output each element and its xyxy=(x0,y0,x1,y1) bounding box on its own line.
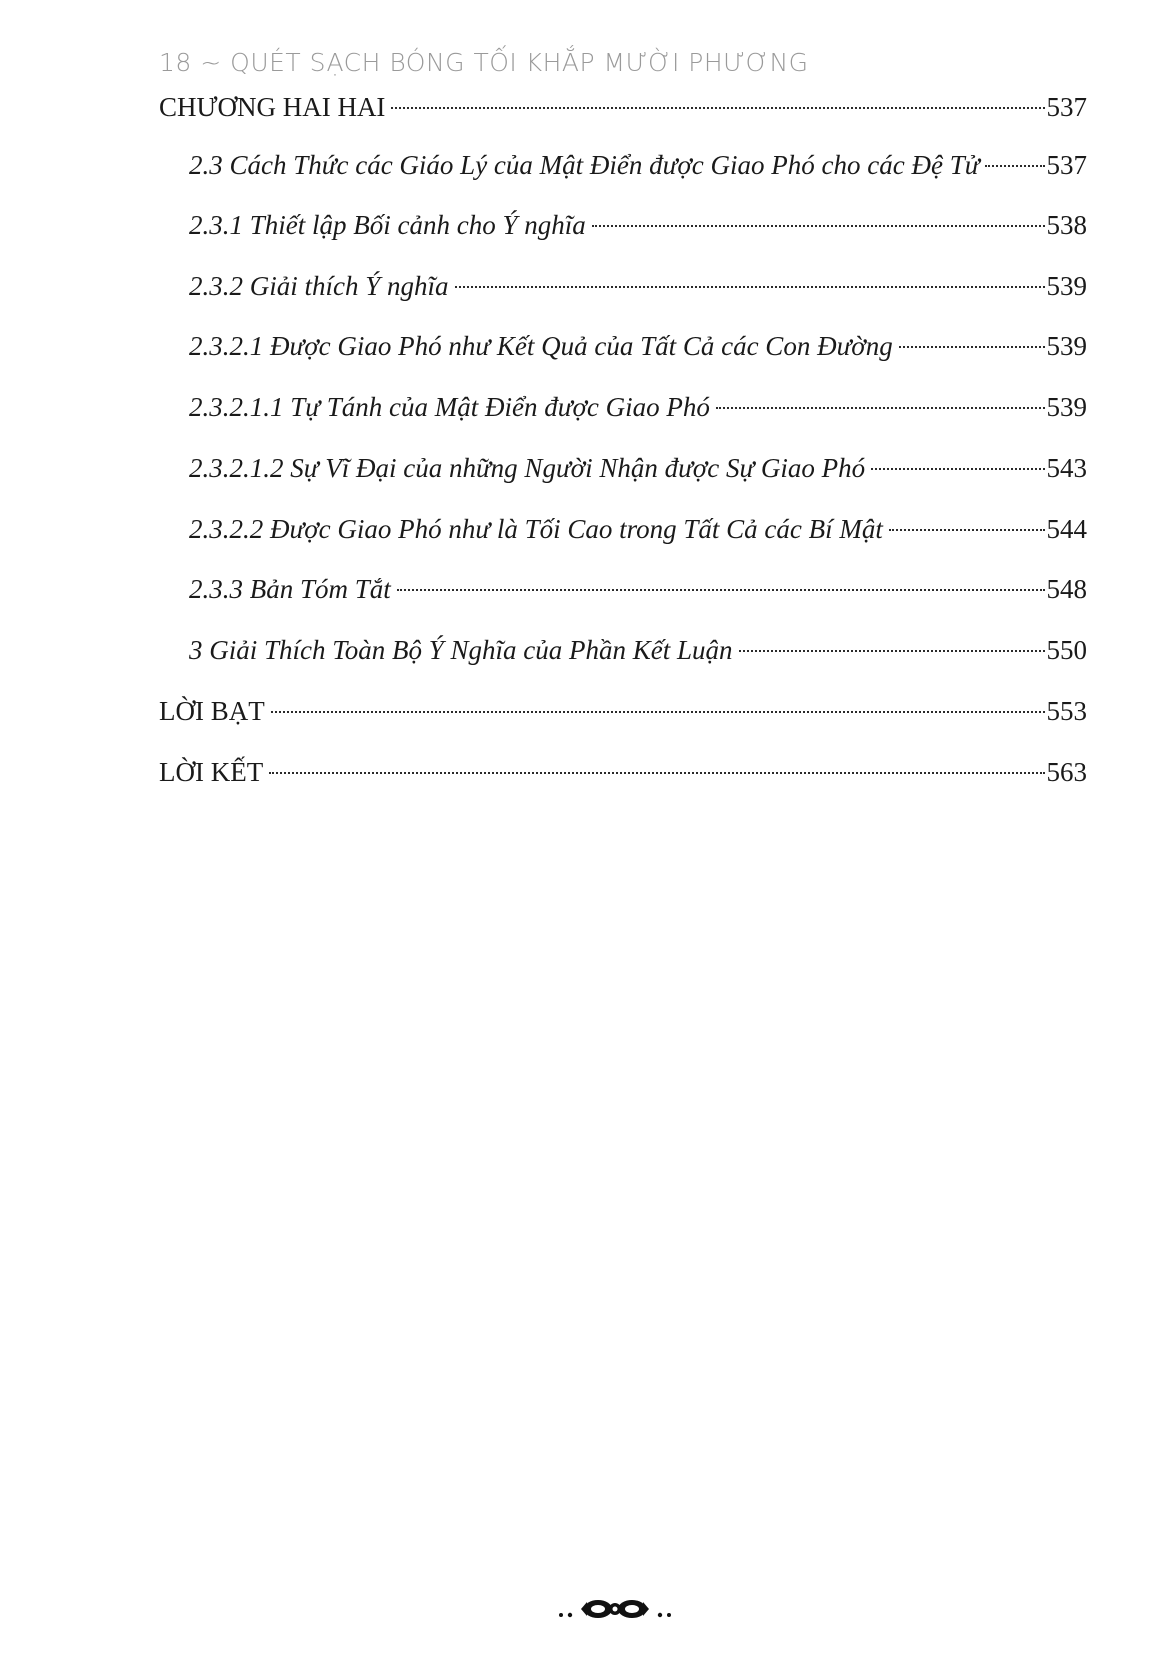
dot-leader xyxy=(391,107,1044,109)
toc-entry-page: 543 xyxy=(1046,453,1087,483)
dot-leader xyxy=(899,346,1045,348)
toc-entry-title: 2.3.1 Thiết lập Bối cảnh cho Ý nghĩa xyxy=(189,210,586,240)
running-header: 18 ~ QUÉT SẠCH BÓNG TỐI KHẮP MƯỜI PHƯƠNG xyxy=(159,48,809,77)
toc-entry-page: 548 xyxy=(1046,574,1087,604)
dot-leader xyxy=(269,772,1044,774)
toc-entry-page: 537 xyxy=(1046,92,1087,122)
toc-entry-page: 538 xyxy=(1046,210,1087,240)
dot-leader xyxy=(455,286,1045,288)
toc-entry-page: 550 xyxy=(1046,635,1087,665)
toc-entry-page: 539 xyxy=(1046,271,1087,301)
dot-leader xyxy=(716,407,1045,409)
dot-leader xyxy=(397,589,1045,591)
toc-entry[interactable] xyxy=(189,630,1087,670)
toc-entry-title: 2.3.2.1.1 Tự Tánh của Mật Điển được Giao Phó xyxy=(189,392,710,422)
toc-entry-title: LỜI KẾT xyxy=(159,757,264,787)
toc-entry-page: 539 xyxy=(1046,392,1087,422)
toc-entry[interactable] xyxy=(159,752,1087,792)
toc-entry-title: 2.3.2.1.2 Sự Vĩ Đại của những Người Nhận được Sự Giao Phó xyxy=(189,453,866,483)
toc-entry-title: 2.3.3 Bản Tóm Tắt xyxy=(189,574,391,604)
toc-entry-page: 537 xyxy=(1046,150,1087,180)
toc-entry[interactable] xyxy=(189,266,1087,306)
dot-leader xyxy=(871,468,1044,470)
toc-entry-page: 544 xyxy=(1046,514,1087,544)
dot-leader xyxy=(271,711,1045,713)
toc-entry-title: CHƯƠNG HAI HAI xyxy=(159,92,386,122)
toc-entry-page: 553 xyxy=(1046,696,1087,726)
toc-entry-title: 2.3.2 Giải thích Ý nghĩa xyxy=(189,271,449,301)
toc-entry-title: 2.3.2.2 Được Giao Phó như là Tối Cao trong Tất Cả các Bí Mật xyxy=(189,514,883,544)
toc-entry[interactable] xyxy=(189,509,1087,549)
toc-entry-title: 2.3 Cách Thức các Giáo Lý của Mật Điển được Giao Phó cho các Đệ Tử xyxy=(189,150,980,180)
dot-leader xyxy=(592,225,1045,227)
toc-entry-page: 563 xyxy=(1046,757,1087,787)
toc-entry-title: LỜI BẠT xyxy=(159,696,265,726)
toc-entry[interactable] xyxy=(159,87,1087,127)
toc-entry[interactable] xyxy=(189,205,1087,245)
toc-entry[interactable] xyxy=(189,326,1087,366)
toc-entry[interactable] xyxy=(189,387,1087,427)
toc-entry-title: 3 Giải Thích Toàn Bộ Ý Nghĩa của Phần Kết Luận xyxy=(189,635,733,665)
vajra-ornament-icon xyxy=(555,1593,675,1623)
dot-leader xyxy=(739,650,1045,652)
toc-entry[interactable] xyxy=(189,448,1087,488)
toc-entry[interactable] xyxy=(189,569,1087,609)
dot-leader xyxy=(889,529,1045,531)
dot-leader xyxy=(985,165,1044,167)
toc-entry[interactable] xyxy=(189,145,1087,185)
toc-entry[interactable] xyxy=(159,691,1087,731)
toc-entry-title: 2.3.2.1 Được Giao Phó như Kết Quả của Tất Cả các Con Đường xyxy=(189,331,893,361)
toc-entry-page: 539 xyxy=(1046,331,1087,361)
